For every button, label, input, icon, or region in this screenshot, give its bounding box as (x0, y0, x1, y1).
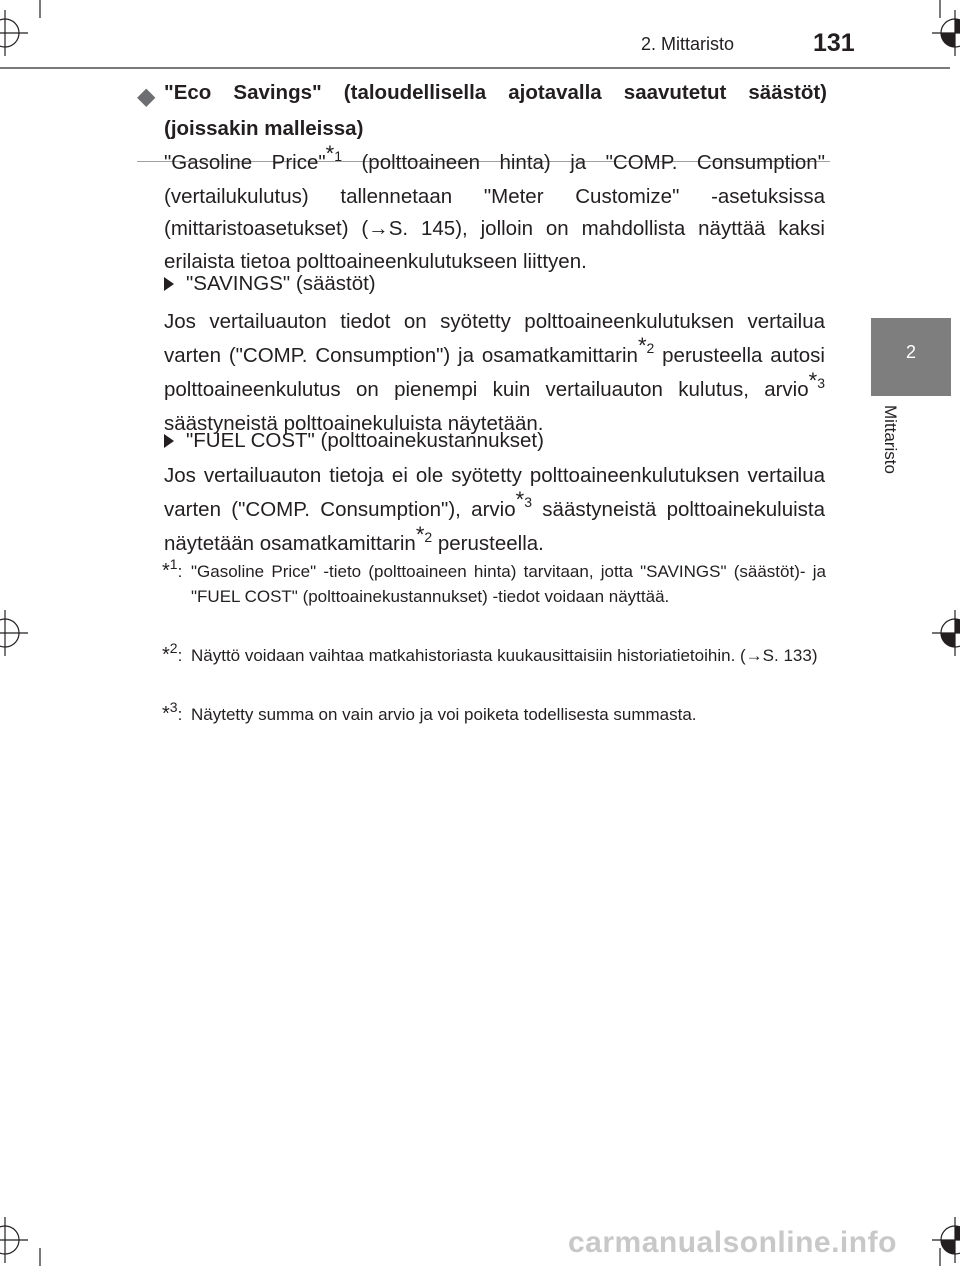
intro-paragraph (164, 140, 825, 278)
fuel-cost-paragraph (164, 460, 825, 562)
savings-title: "SAVINGS" (säästöt) (186, 272, 376, 295)
footnote-text: Näyttö voidaan vaihtaa matkahistoriasta kuukausittaisiin historiatietoihin. (→S. 133) (191, 646, 818, 665)
footnote-text: "Gasoline Price" -tieto (polttoaineen hinta) tarvitaan, jotta "SAVINGS" (säästöt)- ja "FUEL COST" (polttoainekustannukset) -tiedot voidaan näyttää. (191, 562, 826, 606)
footnote-marker: *$^3$: (162, 698, 183, 725)
chapter-label-text: Mittaristo (881, 405, 900, 474)
footnote-ref: *3 (808, 367, 825, 393)
footnote-3 (162, 698, 826, 727)
section-heading: "Eco Savings" (taloudellisella ajotavalla saavutetut säästöt) (joissakin malleissa) (164, 81, 827, 140)
triangle-bullet-icon (164, 277, 174, 291)
fuel-cost-text-2: säästyneistä polttoainekuluista näytetään osamatkamittarin (164, 497, 825, 555)
footnote-ref: *3 (515, 487, 532, 513)
chapter-tab (871, 318, 951, 396)
chapter-label (880, 405, 902, 485)
footnote-marker: *$^2$: (162, 639, 183, 666)
section-title: 2. Mittaristo (641, 34, 735, 54)
watermark: carmanualsonline.info (568, 1226, 897, 1259)
footnote-marker: *$^1$: (162, 555, 183, 582)
triangle-bullet-icon (164, 434, 174, 448)
footnote-ref: *2 (415, 521, 433, 547)
intro-text-1: "Gasoline Price" (164, 151, 326, 174)
savings-text-2: perusteella autosi polttoaineenkulutus on pienempi kuin vertailuauton kulutus, arvio (164, 343, 825, 401)
footnote-1 (162, 555, 826, 609)
footnote-text: Näytetty summa on vain arvio ja voi poiketa todellisesta summasta. (191, 705, 697, 724)
savings-text-3: säästyneistä polttoainekuluista näytetään. (164, 411, 544, 435)
footnote-2 (162, 639, 826, 668)
fuel-cost-subheading (164, 429, 544, 453)
header-rule (0, 67, 950, 69)
savings-text-1: Jos vertailuauton tiedot on syötetty polttoaineenkulutuksen vertailua varten ("COMP. Consumption") ja osamatkamittarin (164, 310, 825, 367)
savings-subheading (164, 272, 376, 296)
chapter-number: 2 (905, 342, 916, 362)
fuel-cost-text-3: perusteella. (432, 532, 544, 555)
page-number: 131 (813, 29, 855, 57)
savings-paragraph (164, 306, 825, 440)
diamond-bullet-icon: ◆ (137, 83, 156, 110)
fuel-cost-title: "FUEL COST" (polttoainekustannukset) (186, 429, 544, 452)
intro-text-2: (polttoaineen hinta) ja "COMP. Consumption" (vertailukulutus) tallennetaan "Meter Customize" -asetuksissa (mittaristoasetukset) (→S. 145), jolloin on mahdollista näyttää kaksi erilaista tietoa polttoaineenkulutukseen liittyen. (164, 151, 825, 273)
fuel-cost-text-1: Jos vertailuauton tietoja ei ole syötetty polttoaineenkulutuksen vertailua varten ("COMP. Consumption"), arvio (164, 464, 825, 521)
footnote-ref: *2 (637, 333, 655, 359)
footnote-ref: *1 (325, 140, 342, 166)
